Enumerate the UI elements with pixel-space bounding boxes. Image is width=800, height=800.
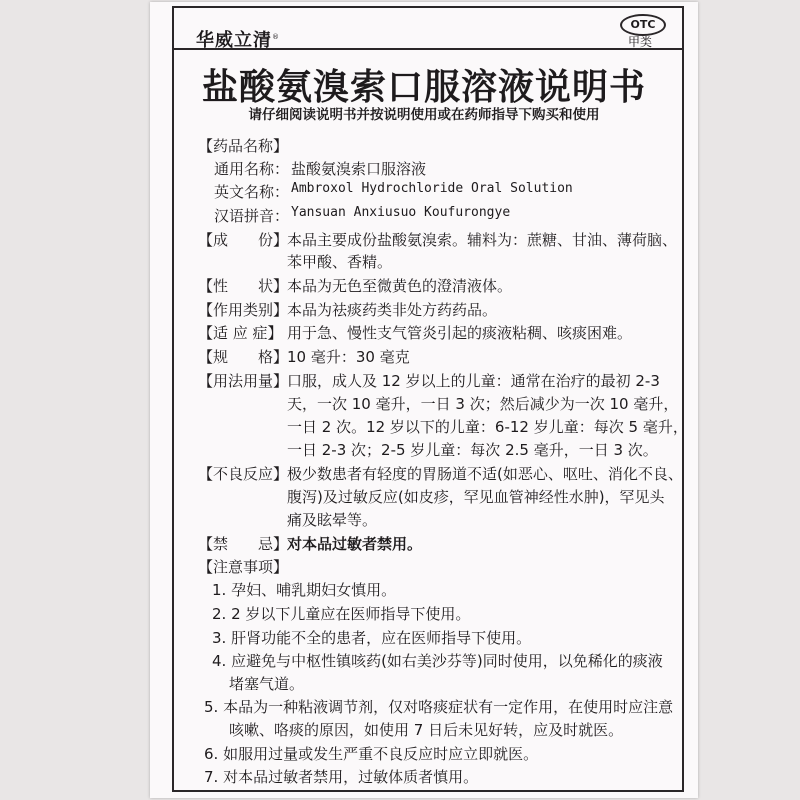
otc-class: 甲类 <box>628 35 653 49</box>
precaution-item-continued: 咳嗽、咯痰的原因，如使用 7 日后未见好转，应及时就医。 <box>229 721 624 739</box>
brand-name: 华威立清 <box>196 30 272 51</box>
adverse-line: 极少数患者有轻度的胃肠道不适(如恶心、呕吐、消化不良、 <box>287 465 683 483</box>
generic-name-label: 通用名称： <box>214 160 290 178</box>
section-label-contraindications: 【禁 忌】 <box>198 535 289 553</box>
english-name-value: Ambroxol Hydrochloride Oral Solution <box>291 181 573 196</box>
specification-text: 10 毫升：30 毫克 <box>287 348 410 366</box>
dosage-line: 一日 2-3 次；2-5 岁儿童：每次 2.5 毫升，一日 3 次。 <box>287 441 658 459</box>
section-label-indications: 【适 应 症】 <box>198 324 283 342</box>
section-label-drug-name: 【药品名称】 <box>198 137 289 155</box>
adverse-line: 痛及眩晕等。 <box>287 511 378 529</box>
adverse-line: 腹泻)及过敏反应(如皮疹，罕见血管神经性水肿)，罕见头 <box>287 488 665 506</box>
precaution-item: 6. 如服用过量或发生严重不良反应时应立即就医。 <box>204 745 539 763</box>
pinyin-label: 汉语拼音： <box>214 207 290 225</box>
precaution-item: 2. 2 岁以下儿童应在医师指导下使用。 <box>212 605 471 623</box>
section-label-precautions: 【注意事项】 <box>198 558 289 576</box>
composition-line: 苯甲酸、香精。 <box>287 253 393 271</box>
english-name-label: 英文名称： <box>214 183 290 201</box>
precaution-item-continued: 堵塞气道。 <box>229 675 305 693</box>
dosage-line: 一日 2 次。12 岁以下的儿童：6-12 岁儿童：每次 5 毫升， <box>287 418 688 436</box>
dosage-line: 天，一次 10 毫升，一日 3 次；然后减少为一次 10 毫升， <box>287 395 679 413</box>
precaution-item: 4. 应避免与中枢性镇咳药(如右美沙芬等)同时使用，以免稀化的痰液 <box>212 652 663 670</box>
precaution-item: 5. 本品为一种粘液调节剂，仅对咯痰症状有一定作用，在使用时应注意 <box>204 698 674 716</box>
section-label-category: 【作用类别】 <box>198 301 289 319</box>
section-label-appearance: 【性 状】 <box>198 277 289 295</box>
appearance-text: 本品为无色至微黄色的澄清液体。 <box>287 277 513 295</box>
section-label-adverse: 【不良反应】 <box>198 465 289 483</box>
section-label-composition: 【成 份】 <box>198 231 289 249</box>
registered-mark: ® <box>272 33 280 41</box>
generic-name-value: 盐酸氨溴索口服溶液 <box>291 160 427 178</box>
precaution-item: 1. 孕妇、哺乳期妇女慎用。 <box>212 581 397 599</box>
section-label-specification: 【规 格】 <box>198 348 289 366</box>
contraindications-text: 对本品过敏者禁用。 <box>287 535 423 553</box>
indications-text: 用于急、慢性支气管炎引起的痰液粘稠、咳痰困难。 <box>287 324 633 342</box>
brand-logo <box>196 26 280 52</box>
document-subtitle: 请仔细阅读说明书并按说明使用或在药师指导下购买和使用 <box>248 107 600 123</box>
dosage-line: 口服，成人及 12 岁以上的儿童：通常在治疗的最初 2-3 <box>287 372 660 390</box>
pinyin-value: Yansuan Anxiusuo Koufurongye <box>291 205 511 220</box>
precaution-item: 7. 对本品过敏者禁用，过敏体质者慎用。 <box>204 768 479 786</box>
precaution-item: 3. 肝肾功能不全的患者，应在医师指导下使用。 <box>212 629 532 647</box>
otc-badge: OTC <box>620 14 666 36</box>
document-title: 盐酸氨溴索口服溶液说明书 <box>201 67 646 108</box>
composition-line: 本品主要成份盐酸氨溴索。辅料为：蔗糖、甘油、薄荷脑、 <box>287 231 678 249</box>
section-label-dosage: 【用法用量】 <box>198 372 289 390</box>
category-text: 本品为祛痰药类非处方药药品。 <box>287 301 498 319</box>
